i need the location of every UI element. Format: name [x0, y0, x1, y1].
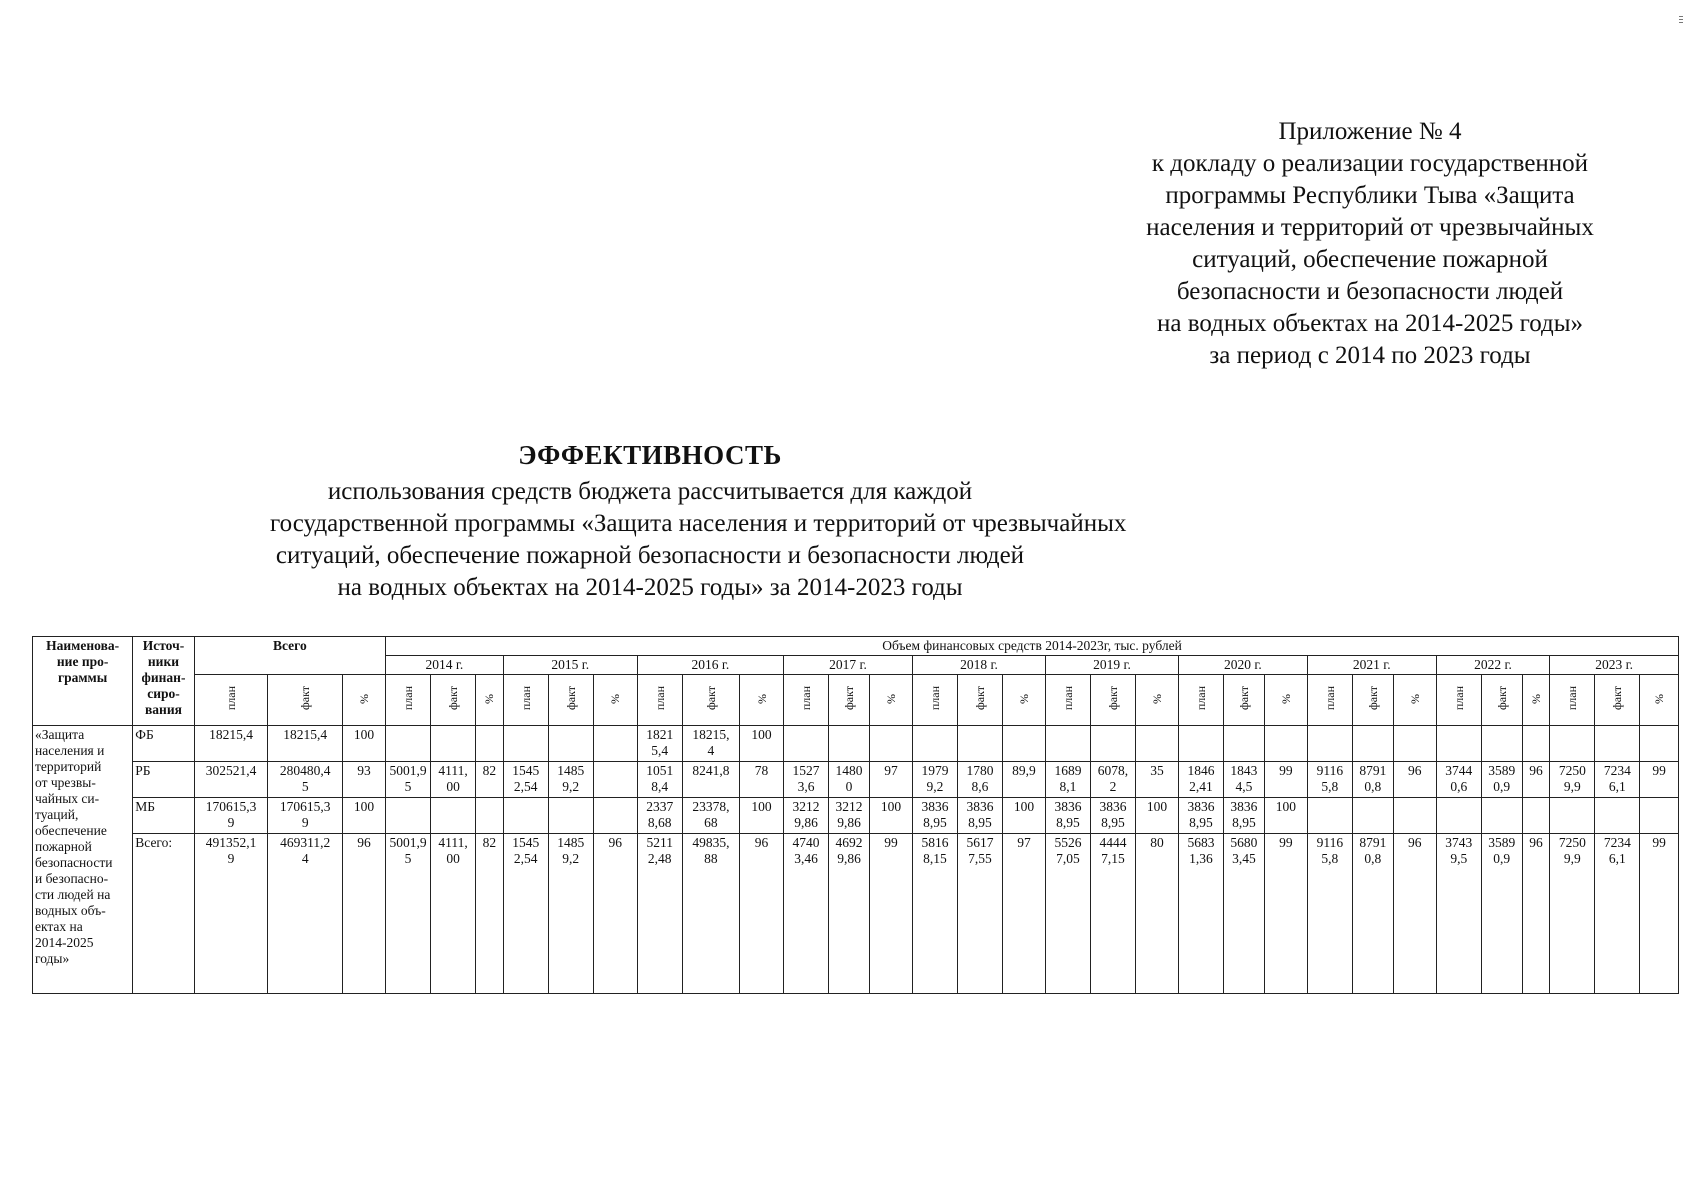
year-cell — [1223, 726, 1264, 762]
year-cell — [1595, 798, 1640, 834]
year-cell: 3836 8,95 — [1223, 798, 1264, 834]
year-cell: 23378, 68 — [682, 798, 739, 834]
year-cell — [1352, 798, 1393, 834]
year-cell — [1640, 798, 1679, 834]
header-percent — [593, 675, 637, 726]
year-cell: 7250 9,9 — [1550, 834, 1595, 994]
header-year: 2014 г. — [386, 656, 504, 675]
funding-source: МБ — [133, 798, 194, 834]
year-cell — [386, 798, 431, 834]
year-cell: 8791 0,8 — [1352, 762, 1393, 798]
year-cell — [869, 726, 912, 762]
program-name: «Защита населения и территорий от чрезвы- чайных си- туаций, обеспечение пожарной безопасности и безопасно- сти людей на водных объ- ектах на 2014-2025 годы» — [33, 726, 133, 994]
year-cell — [1640, 726, 1679, 762]
header-plan — [386, 675, 431, 726]
year-cell: 5683 1,36 — [1178, 834, 1223, 994]
year-cell: 6078, 2 — [1090, 762, 1135, 798]
header-plan-label: план — [401, 685, 416, 711]
header-plan-label: план — [224, 685, 238, 711]
year-cell: 1780 8,6 — [957, 762, 1002, 798]
header-percent-label: % — [883, 694, 898, 704]
year-cell — [503, 798, 548, 834]
header-funding-volume: Объем финансовых средств 2014-2023г, тыс. рублей — [386, 637, 1679, 656]
header-year: 2021 г. — [1307, 656, 1436, 675]
appendix-line: к докладу о реализации государственной — [1151, 150, 1589, 177]
subtitle-line: ситуаций, обеспечение пожарной безопасности и безопасности людей — [275, 542, 1025, 569]
header-plan-label: план — [799, 685, 814, 711]
year-cell: 1545 2,54 — [503, 834, 548, 994]
header-fact-label: факт — [1610, 685, 1625, 711]
year-cell: 4111, 00 — [431, 834, 476, 994]
header-fact — [1595, 675, 1640, 726]
year-cell — [1522, 726, 1550, 762]
year-cell: 2337 8,68 — [637, 798, 682, 834]
header-percent-label: % — [1149, 694, 1164, 704]
year-cell: 82 — [476, 834, 504, 994]
header-plan-label: план — [1193, 685, 1208, 711]
year-cell: 96 — [1522, 762, 1550, 798]
year-cell — [386, 726, 431, 762]
year-cell: 8791 0,8 — [1352, 834, 1393, 994]
total-cell: 18215,4 — [194, 726, 268, 762]
subtitle-line: использования средств бюджета рассчитывается для каждой — [327, 478, 973, 505]
year-cell: 99 — [1640, 834, 1679, 994]
appendix-line: ситуаций, обеспечение пожарной — [1192, 246, 1548, 273]
year-cell: 3212 9,86 — [829, 798, 870, 834]
header-year: 2020 г. — [1178, 656, 1307, 675]
header-plan — [784, 675, 829, 726]
year-cell: 7250 9,9 — [1550, 762, 1595, 798]
header-fact-label: факт — [298, 685, 313, 711]
header-fact — [1352, 675, 1393, 726]
year-cell: 5526 7,05 — [1045, 834, 1090, 994]
year-cell — [1595, 726, 1640, 762]
appendix-line: на водных объектах на 2014-2025 годы» — [1156, 310, 1584, 337]
year-cell: 4111, 00 — [431, 762, 476, 798]
year-cell: 9116 5,8 — [1307, 834, 1352, 994]
header-year: 2018 г. — [912, 656, 1045, 675]
year-cell: 78 — [740, 762, 784, 798]
total-cell: 96 — [343, 834, 386, 994]
year-cell: 7234 6,1 — [1595, 834, 1640, 994]
year-cell: 97 — [869, 762, 912, 798]
header-fact — [682, 675, 739, 726]
year-cell — [1550, 798, 1595, 834]
header-percent-label: % — [1529, 694, 1544, 704]
year-cell: 99 — [869, 834, 912, 994]
table-row — [33, 798, 1679, 834]
year-cell: 99 — [1264, 834, 1307, 994]
year-cell — [912, 726, 957, 762]
header-program-name: Наименова- ние про- граммы — [33, 637, 133, 726]
header-fact-label: факт — [1105, 685, 1120, 711]
year-cell: 100 — [740, 726, 784, 762]
header-plan — [503, 675, 548, 726]
year-cell: 7234 6,1 — [1595, 762, 1640, 798]
header-fact — [1481, 675, 1522, 726]
year-cell — [1178, 726, 1223, 762]
header-plan — [912, 675, 957, 726]
year-cell — [784, 726, 829, 762]
funding-source: Всего: — [133, 834, 194, 994]
total-cell: 491352,1 9 — [194, 834, 268, 994]
appendix-line: Приложение № 4 — [1278, 118, 1462, 145]
year-cell: 18215, 4 — [682, 726, 739, 762]
year-cell: 96 — [1393, 834, 1436, 994]
header-percent — [740, 675, 784, 726]
header-fact-label: факт — [1365, 685, 1380, 711]
header-fact-label: факт — [1494, 685, 1509, 711]
year-cell: 3836 8,95 — [1045, 798, 1090, 834]
header-percent — [343, 675, 386, 726]
year-cell: 100 — [1264, 798, 1307, 834]
header-fact-label: факт — [563, 685, 578, 711]
header-plan-label: план — [518, 685, 533, 711]
year-cell — [548, 798, 593, 834]
header-percent-label: % — [1652, 694, 1667, 704]
year-cell: 1527 3,6 — [784, 762, 829, 798]
year-cell: 1480 0 — [829, 762, 870, 798]
funding-source: РБ — [133, 762, 194, 798]
year-cell: 5001,9 5 — [386, 762, 431, 798]
year-cell: 5001,9 5 — [386, 834, 431, 994]
header-percent — [1135, 675, 1178, 726]
header-plan — [1178, 675, 1223, 726]
year-cell — [593, 798, 637, 834]
header-fact — [957, 675, 1002, 726]
appendix-line: программы Республики Тыва «Защита — [1165, 182, 1575, 209]
appendix-line: за период с 2014 по 2023 годы — [1209, 342, 1531, 369]
total-cell: 302521,4 — [194, 762, 268, 798]
year-cell: 4444 7,15 — [1090, 834, 1135, 994]
year-cell — [431, 798, 476, 834]
header-plan — [1045, 675, 1090, 726]
total-cell: 100 — [343, 726, 386, 762]
header-fact — [431, 675, 476, 726]
year-cell — [1393, 726, 1436, 762]
year-cell — [503, 726, 548, 762]
total-cell: 469311,2 4 — [268, 834, 343, 994]
year-cell: 100 — [740, 798, 784, 834]
header-percent-label: % — [754, 694, 769, 704]
header-percent-label: % — [1278, 694, 1293, 704]
header-fact — [548, 675, 593, 726]
header-total: Всего — [194, 637, 385, 675]
year-cell: 3836 8,95 — [1178, 798, 1223, 834]
year-cell: 1846 2,41 — [1178, 762, 1223, 798]
header-fact-label: факт — [703, 685, 718, 711]
year-cell: 96 — [593, 834, 637, 994]
year-cell: 1545 2,54 — [503, 762, 548, 798]
header-plan — [194, 675, 268, 726]
year-cell: 5816 8,15 — [912, 834, 957, 994]
header-fact — [1223, 675, 1264, 726]
appendix-line: безопасности и безопасности людей — [1176, 278, 1564, 305]
header-plan-label: план — [1322, 685, 1337, 711]
year-cell — [476, 798, 504, 834]
subtitle-line: на водных объектах на 2014-2025 годы» за 2014-2023 годы — [337, 574, 963, 601]
year-cell: 100 — [1135, 798, 1178, 834]
year-cell — [1045, 726, 1090, 762]
year-cell: 1051 8,4 — [637, 762, 682, 798]
header-year: 2023 г. — [1550, 656, 1679, 675]
year-cell: 96 — [740, 834, 784, 994]
header-fact-label: факт — [842, 685, 857, 711]
year-cell: 100 — [869, 798, 912, 834]
header-year: 2017 г. — [784, 656, 913, 675]
header-year: 2016 г. — [637, 656, 783, 675]
year-cell — [1307, 726, 1352, 762]
year-cell: 96 — [1393, 762, 1436, 798]
header-plan — [1436, 675, 1481, 726]
header-year: 2015 г. — [503, 656, 637, 675]
year-cell: 4740 3,46 — [784, 834, 829, 994]
document-heading — [340, 440, 960, 471]
year-cell: 3836 8,95 — [912, 798, 957, 834]
header-percent — [1640, 675, 1679, 726]
document-subtitle — [270, 476, 1127, 604]
year-cell — [1550, 726, 1595, 762]
header-percent — [869, 675, 912, 726]
year-cell: 8241,8 — [682, 762, 739, 798]
header-percent — [476, 675, 504, 726]
year-cell — [1307, 798, 1352, 834]
year-cell: 100 — [1002, 798, 1045, 834]
year-cell: 3743 9,5 — [1436, 834, 1481, 994]
year-cell: 3836 8,95 — [957, 798, 1002, 834]
year-cell — [1352, 726, 1393, 762]
header-percent — [1264, 675, 1307, 726]
header-percent-label: % — [608, 694, 623, 704]
appendix-note — [1110, 116, 1630, 372]
year-cell — [1481, 798, 1522, 834]
year-cell — [476, 726, 504, 762]
total-cell: 100 — [343, 798, 386, 834]
year-cell: 49835, 88 — [682, 834, 739, 994]
year-cell: 99 — [1640, 762, 1679, 798]
funding-source: ФБ — [133, 726, 194, 762]
year-cell — [431, 726, 476, 762]
year-cell — [1002, 726, 1045, 762]
year-cell: 1843 4,5 — [1223, 762, 1264, 798]
header-fact — [1090, 675, 1135, 726]
header-year: 2019 г. — [1045, 656, 1178, 675]
year-cell: 1979 9,2 — [912, 762, 957, 798]
header-fact — [829, 675, 870, 726]
year-cell — [957, 726, 1002, 762]
year-cell — [548, 726, 593, 762]
year-cell: 3836 8,95 — [1090, 798, 1135, 834]
year-cell — [1436, 726, 1481, 762]
header-percent-label: % — [357, 694, 372, 704]
header-plan-label: план — [652, 685, 667, 711]
year-cell: 5617 7,55 — [957, 834, 1002, 994]
total-cell: 18215,4 — [268, 726, 343, 762]
efficiency-table — [32, 636, 1679, 994]
year-cell — [1522, 798, 1550, 834]
year-cell: 35 — [1135, 762, 1178, 798]
subtitle-line: государственной программы «Защита населения и территорий от чрезвычайных — [270, 510, 1127, 537]
header-plan — [637, 675, 682, 726]
header-percent — [1393, 675, 1436, 726]
year-cell: 3589 0,9 — [1481, 834, 1522, 994]
header-funding-source: Источ- ники финан- сиро- вания — [133, 637, 194, 726]
year-cell: 5680 3,45 — [1223, 834, 1264, 994]
year-cell — [593, 726, 637, 762]
header-subcols-row — [33, 675, 1679, 726]
year-cell — [1090, 726, 1135, 762]
scan-artifact — [1679, 14, 1689, 38]
year-cell: 4692 9,86 — [829, 834, 870, 994]
year-cell: 1485 9,2 — [548, 834, 593, 994]
header-row — [33, 637, 1679, 656]
year-cell: 99 — [1264, 762, 1307, 798]
header-plan — [1550, 675, 1595, 726]
document-title: ЭФФЕКТИВНОСТЬ — [518, 440, 782, 470]
table-row — [33, 762, 1679, 798]
year-cell: 96 — [1522, 834, 1550, 994]
year-cell: 97 — [1002, 834, 1045, 994]
year-cell: 3589 0,9 — [1481, 762, 1522, 798]
header-percent-label: % — [1407, 694, 1422, 704]
year-cell: 1485 9,2 — [548, 762, 593, 798]
header-fact-label: факт — [972, 685, 987, 711]
year-cell — [1135, 726, 1178, 762]
header-plan-label: план — [1451, 685, 1466, 711]
total-cell: 93 — [343, 762, 386, 798]
header-plan-label: план — [1565, 685, 1580, 711]
year-cell — [1481, 726, 1522, 762]
header-plan-label: план — [1060, 685, 1075, 711]
total-cell: 170615,3 9 — [194, 798, 268, 834]
total-cell: 170615,3 9 — [268, 798, 343, 834]
year-cell — [829, 726, 870, 762]
year-cell — [1264, 726, 1307, 762]
header-percent — [1522, 675, 1550, 726]
year-cell — [1436, 798, 1481, 834]
year-cell: 5211 2,48 — [637, 834, 682, 994]
table-row — [33, 726, 1679, 762]
year-cell: 89,9 — [1002, 762, 1045, 798]
header-fact-label: факт — [446, 685, 461, 711]
year-cell — [1393, 798, 1436, 834]
table-row — [33, 834, 1679, 994]
year-cell: 80 — [1135, 834, 1178, 994]
year-cell: 82 — [476, 762, 504, 798]
year-cell — [593, 762, 637, 798]
header-plan-label: план — [927, 685, 942, 711]
year-cell: 3744 0,6 — [1436, 762, 1481, 798]
header-year: 2022 г. — [1436, 656, 1550, 675]
header-fact — [268, 675, 343, 726]
year-cell: 9116 5,8 — [1307, 762, 1352, 798]
header-plan — [1307, 675, 1352, 726]
header-percent-label: % — [482, 694, 497, 704]
header-percent — [1002, 675, 1045, 726]
year-cell: 3212 9,86 — [784, 798, 829, 834]
year-cell: 1821 5,4 — [637, 726, 682, 762]
appendix-line: населения и территорий от чрезвычайных — [1146, 214, 1594, 241]
year-cell: 1689 8,1 — [1045, 762, 1090, 798]
header-fact-label: факт — [1236, 685, 1251, 711]
total-cell: 280480,4 5 — [268, 762, 343, 798]
header-percent-label: % — [1016, 694, 1031, 704]
